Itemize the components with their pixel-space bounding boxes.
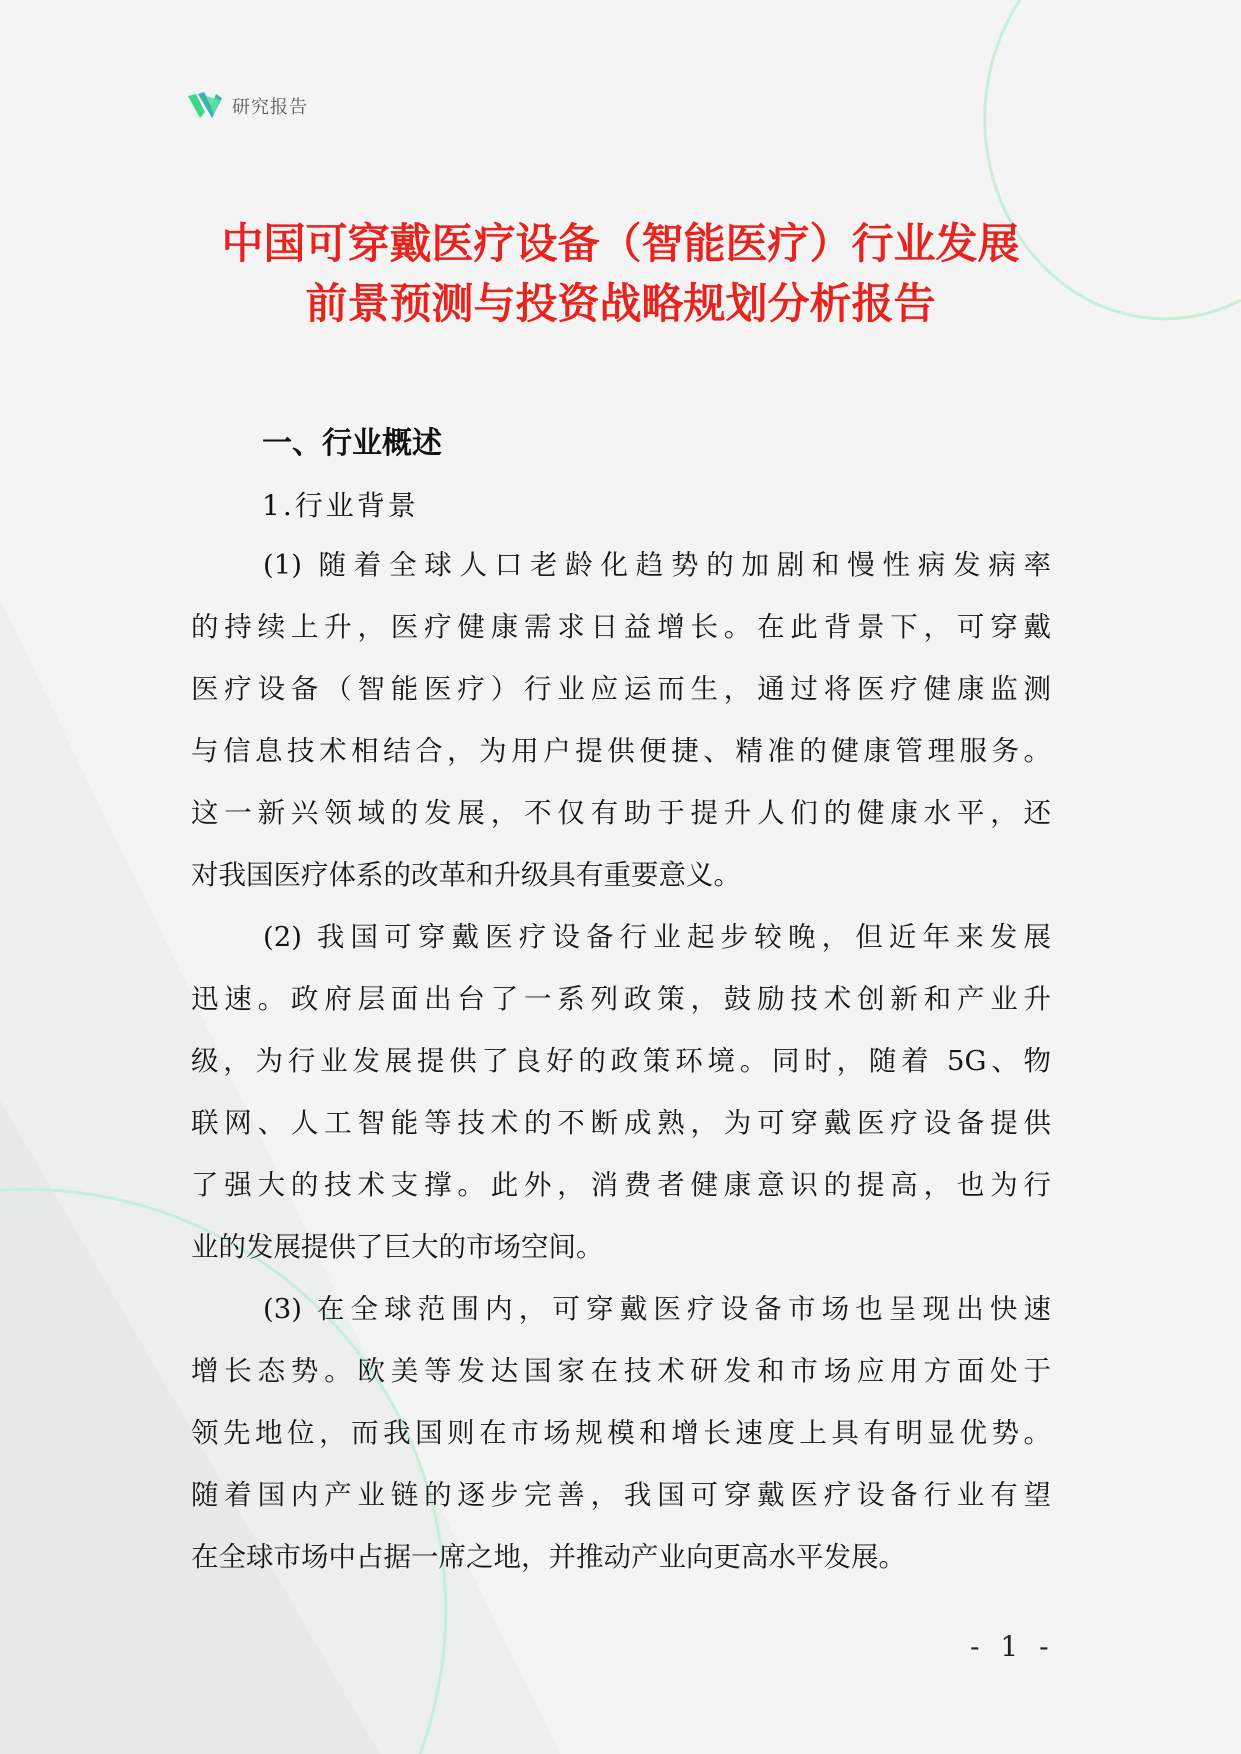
paragraph-3 [191, 1278, 1051, 1588]
paragraph-1 [191, 534, 1051, 906]
paragraph-line: 的持续上升，医疗健康需求日益增长。在此背景下，可穿戴 [191, 611, 1051, 643]
paragraph-line: 医疗设备（智能医疗）行业应运而生，通过将医疗健康监测 [191, 673, 1051, 705]
paragraph-line: 领先地位，而我国则在市场规模和增长速度上具有明显优势。 [191, 1417, 1051, 1449]
paragraph-line: (2) 我国可穿戴医疗设备行业起步较晚，但近年来发展 [263, 921, 1051, 953]
paragraph-line: 了强大的技术支撑。此外，消费者健康意识的提高，也为行 [191, 1169, 1051, 1201]
title-line: 中国可穿戴医疗设备（智能医疗）行业发展 [221, 219, 1020, 268]
paragraph-line: (3) 在全球范围内，可穿戴医疗设备市场也呈现出快速 [263, 1293, 1051, 1325]
section-heading: 一、行业概述 [262, 426, 442, 461]
paragraph-line: 业的发展提供了巨大的市场空间。 [191, 1231, 604, 1263]
document-title [160, 214, 1081, 334]
title-line: 前景预测与投资战略规划分析报告 [305, 279, 936, 328]
report-badge [186, 88, 308, 124]
logo-icon [186, 88, 224, 124]
paragraph-line: 级，为行业发展提供了良好的政策环境。同时，随着 5G、物 [191, 1045, 1051, 1077]
paragraph-line: (1) 随着全球人口老龄化趋势的加剧和慢性病发病率 [263, 549, 1051, 581]
page-number: - 1 - [970, 1630, 1055, 1663]
paragraph-line: 迅速。政府层面出台了一系列政策，鼓励技术创新和产业升 [191, 983, 1051, 1015]
paragraph-line: 对我国医疗体系的改革和升级具有重要意义。 [191, 859, 741, 891]
paragraph-line: 与信息技术相结合，为用户提供便捷、精准的健康管理服务。 [191, 735, 1051, 767]
paragraph-line: 联网、人工智能等技术的不断成熟，为可穿戴医疗设备提供 [191, 1107, 1051, 1139]
paragraph-2 [191, 906, 1051, 1278]
paragraph-line: 在全球市场中占据一席之地，并推动产业向更高水平发展。 [191, 1541, 906, 1573]
paragraph-line: 增长态势。欧美等发达国家在技术研发和市场应用方面处于 [191, 1355, 1051, 1387]
paragraph-line: 随着国内产业链的逐步完善，我国可穿戴医疗设备行业有望 [191, 1479, 1051, 1511]
sub-heading: 1.行业背景 [262, 489, 419, 522]
paragraph-line: 这一新兴领域的发展，不仅有助于提升人们的健康水平，还 [191, 797, 1051, 829]
badge-label: 研究报告 [232, 97, 308, 118]
